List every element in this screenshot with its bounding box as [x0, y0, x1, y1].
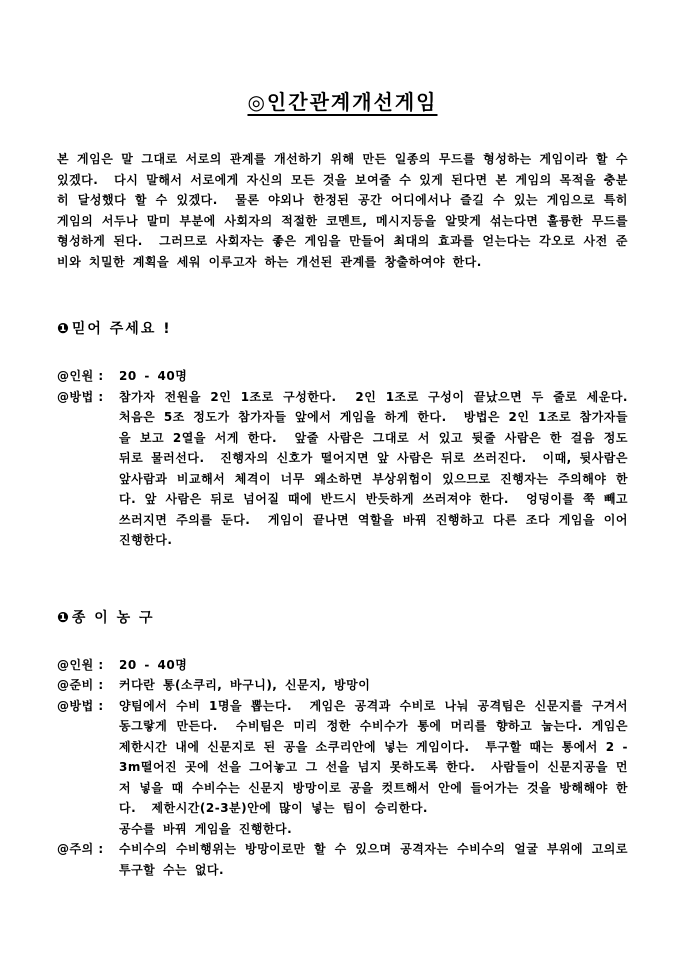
numbered-bullet-icon: ❶	[57, 321, 71, 337]
list-item-method	[57, 696, 636, 840]
item-text	[119, 696, 636, 840]
list-item-people	[57, 655, 628, 676]
list-item-caution	[57, 839, 636, 880]
item-label: @방법 :	[57, 698, 104, 713]
item-label: @방법 :	[57, 389, 104, 404]
item-text-main: 양팀에서 수비 1명을 뽑는다. 게임은 공격과 수비로 나눠 공격팀은 신문지를 구겨서 동그랗게 만든다. 수비팀은 미리 정한 수비수가 통에 머리를 향하고 눕는다. 게임은 제한시간 내에 신문지로 된 공을 소쿠리안에 넣는 게임이다. 투구할 때는 통에서 2 - 3m떨어진 곳에 선을 그어놓고 그 선을 넘지 못하도록 한다. 사람들이 신문지공을 먼저 넣을 때 수비수는 신문지 방망이로 공을 컷트해서 안에 들어가는 것을 방해해야 한다. 제한시간(2-3분)안에 많이 넣는 팀이 승리한다.	[119, 698, 636, 815]
section-paper-basketball	[57, 607, 636, 881]
item-text: 20 - 40명	[119, 657, 188, 672]
item-label: @인원 :	[57, 657, 104, 672]
item-label: @준비 :	[57, 678, 104, 692]
list-item-people	[57, 366, 628, 387]
intro-paragraph: 본 게임은 말 그대로 서로의 관계를 개선하기 위해 만든 일종의 무드를 형성하는 게임이라 할 수 있겠다. 다시 말해서 서로에게 자신의 모든 것을 보여줄 수 있게 된다면 본 게임의 목적을 충분히 달성했다 할 수 있겠다. 물론 야외나 한정된 공간 어디에서나 즐길 수 있는 게임으로 특히 게임의 서두나 말미 부분에 사회자의 적절한 코멘트, 메시지등을 알맞게 섞는다면 훌륭한 무드를 형성하게 된다. 그러므로 사회자는 좋은 게임을 만들어 최대의 효과를 얻는다는 각오로 사전 준비와 치밀한 계획을 세워 이루고자 하는 개선된 관계를 창출하여야 한다.	[57, 152, 636, 269]
section-heading	[57, 318, 628, 338]
section-heading-text: 믿어 주세요 !	[71, 321, 172, 337]
section-trust-me	[57, 318, 644, 551]
section-heading-text: 종 이 농 구	[71, 609, 155, 626]
item-text: 참가자 전원을 2인 1조로 구성한다. 2인 1조로 구성이 끝났으면 두 줄로 세운다. 처음은 5조 정도가 참가자들 앞에서 게임을 하게 한다. 방법은 2인 1조로 참가자들을 보고 2열을 서게 한다. 앞줄 사람은 그대로 서 있고 뒷줄 사람은 한 걸음 정도 뒤로 물러선다. 진행자의 신호가 떨어지면 앞 사람은 뒤로 쓰러진다. 이때, 뒷사람은 앞사람과 비교해서 체격이 너무 왜소하면 부상위험이 있으므로 진행자는 주의해야 한다. 앞 사람은 뒤로 넘어질 때에 반드시 반듯하게 쓰러져야 한다. 엉덩이를 쭉 빼고 쓰러지면 주의를 둔다. 게임이 끝나면 역할을 바꿔 진행하고 다른 조다 게임을 이어 진행한다.	[119, 389, 644, 547]
item-text-line2: 공수를 바꿔 게임을 진행한다.	[119, 821, 293, 836]
list-item-preparation	[57, 675, 628, 696]
section-heading	[57, 607, 628, 627]
detail-list	[57, 366, 644, 551]
detail-list	[57, 655, 636, 881]
item-text: 커다란 통(소쿠리, 바구니), 신문지, 방망이	[119, 678, 371, 692]
item-text: 20 - 40명	[119, 369, 188, 383]
numbered-bullet-icon: ❶	[57, 609, 71, 626]
item-text: 수비수의 수비행위는 방망이로만 할 수 있으며 공격자는 수비수의 얼굴 부위에 고의로 투구할 수는 없다.	[119, 842, 636, 877]
page-title-text: ◎인간관계개선게임	[247, 90, 438, 114]
list-item-method	[57, 387, 644, 551]
item-label: @주의 :	[57, 842, 104, 856]
page-title	[57, 86, 628, 115]
item-label: @인원 :	[57, 369, 104, 383]
